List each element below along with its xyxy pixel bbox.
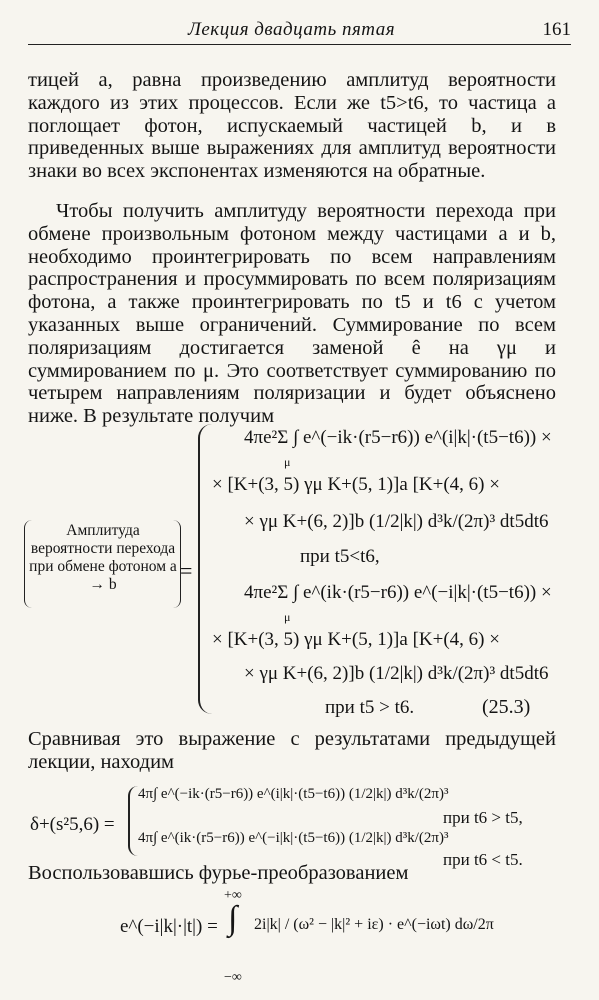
eq-case2-condition: при t5 > t6. — [325, 697, 415, 718]
eq-case1-condition: при t5<t6, — [300, 546, 380, 567]
fourier-upper-limit: +∞ — [224, 888, 242, 903]
delta-cond2: при t6 < t5. — [443, 850, 523, 869]
eq-case2-sum-index: μ — [284, 610, 291, 624]
amplitude-label: Амплитуда вероятности перехода при обмене фотоном a → b — [29, 522, 177, 593]
eq-case2-line2: × [K+(3, 5) γμ K+(5, 1)]a [K+(4, 6) × — [212, 629, 500, 650]
equals-sign: = — [180, 558, 193, 583]
fourier-integrand: 2i|k| / (ω² − |k|² + iε) · e^(−iωt) dω/2π — [254, 916, 494, 933]
paragraph-4: Воспользовавшись фурье-преобразованием — [28, 862, 409, 884]
fourier-lower-limit: −∞ — [224, 970, 242, 985]
paragraph-2: Чтобы получить амплитуду вероятности перехода при обмене произвольным фотоном между частицами a и b, необходимо проинтегрировать по всем направлениям распространения и просуммировать по всем поляризациям фотона, а также проинтегрировать по t5 и t6 с учетом указанных выше ограничений. Суммирование по всем поляризациям достигается заменой ê на γμ и суммированием по μ. Это соответствует суммированию по четырем направлениям поляризации и будет объяснено ниже. В результате получим — [28, 200, 556, 428]
integral-sign: ∫ — [228, 900, 238, 937]
equation-number: (25.3) — [482, 696, 531, 718]
page-number: 161 — [542, 19, 571, 40]
paragraph-3: Сравнивая это выражение с результатами предыдущей лекции, находим — [28, 728, 556, 773]
eq-case1-line3: × γμ K+(6, 2)]b (1/2|k|) d³k/(2π)³ dt5dt6 — [244, 511, 549, 532]
delta-line1: 4π∫ e^(−ik·(r5−r6)) e^(i|k|·(t5−t6)) (1/2|k|) d³k/(2π)³ — [138, 786, 449, 802]
eq-case1-line2: × [K+(3, 5) γμ K+(5, 1)]a [K+(4, 6) × — [212, 474, 500, 495]
running-header — [28, 14, 571, 45]
eq-case1-line1: 4πe²Σ ∫ e^(−ik·(r5−r6)) e^(i|k|·(t5−t6)) × — [244, 427, 552, 448]
eq-case2-line1: 4πe²Σ ∫ e^(ik·(r5−r6)) e^(−i|k|·(t5−t6)) × — [244, 582, 552, 603]
delta-line2: 4π∫ e^(ik·(r5−r6)) e^(−i|k|·(t5−t6)) (1/2|k|) d³k/(2π)³ — [138, 830, 449, 846]
eq-case1-sum-index: μ — [284, 455, 291, 469]
delta-cond1: при t6 > t5, — [443, 808, 523, 827]
chapter-title: Лекция двадцать пятая — [188, 19, 396, 40]
paragraph-1: тицей a, равна произведению амплитуд вероятности каждого из этих процессов. Если же t5>t6, то частица a поглощает фотон, испускаемый частицей b, и в приведенных выше выражениях для амплитуд вероятности знаки во всех экспонентах изменяются на обратные. — [28, 69, 556, 183]
cases-brace — [198, 424, 212, 714]
delta-lhs: δ+(s²5,6) = — [30, 814, 115, 835]
fourier-lhs: e^(−i|k|·|t|) = — [120, 916, 218, 937]
eq-case2-line3: × γμ K+(6, 2)]b (1/2|k|) d³k/(2π)³ dt5dt6 — [244, 663, 549, 684]
